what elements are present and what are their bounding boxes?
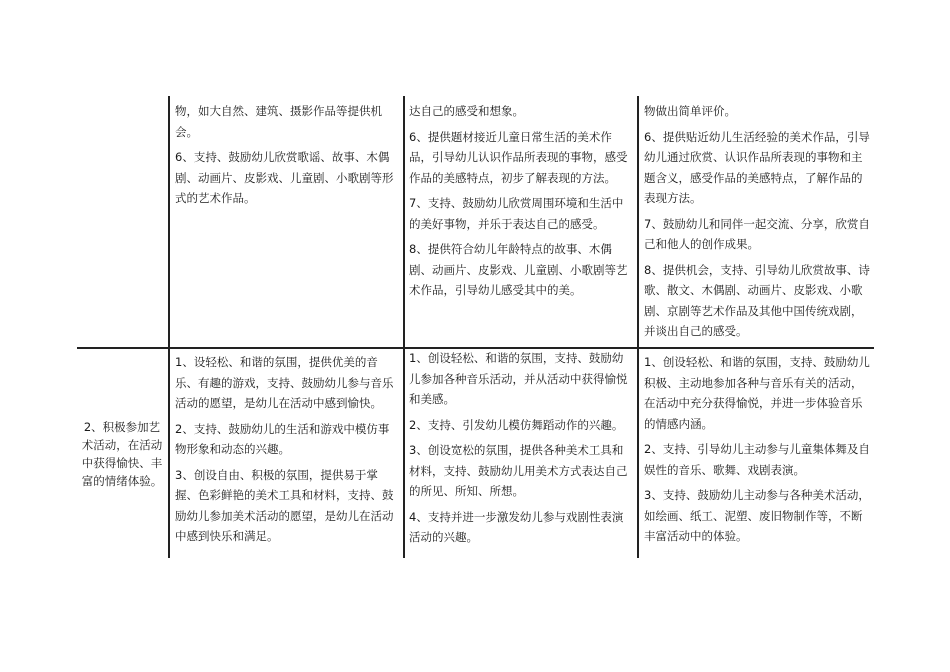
top-row-col1-cell (175, 101, 397, 214)
paragraph: 3、创设自由、积极的氛围，提供易于掌握、色彩鲜艳的美术工具和材料，支持、鼓励幼儿参加美术活动的愿望，是幼儿在活动中感到快乐和满足。 (175, 467, 394, 543)
paragraph: 6、提供贴近幼儿生活经验的美术作品，引导幼儿通过欣赏、认识作品所表现的事物和主题含义，感受作品的美感特点，了解作品的表现方法。 (644, 129, 870, 205)
column-divider-2 (403, 96, 405, 558)
paragraph: 3、支持、鼓励幼儿主动参与各种美术活动，如绘画、纸工、泥塑、废旧物制作等，不断丰富活动中的体验。 (644, 488, 870, 543)
column-divider-1 (168, 96, 170, 558)
paragraph: 8、提供符合幼儿年龄特点的故事、木偶剧、动画片、皮影戏、儿童剧、小歌剧等艺术作品，引导幼儿感受其中的美。 (409, 242, 628, 297)
paragraph: 4、支持并进一步激发幼儿参与戏剧性表演活动的兴趣。 (409, 509, 624, 544)
paragraph: 8、提供机会，支持、引导幼儿欣赏故事、诗歌、散文、木偶剧、动画片、皮影戏、小歌剧、京剧等艺术作品及其他中国传统戏剧，并谈出自己的感受。 (644, 262, 870, 338)
paragraph: 1、设轻松、和谐的氛围，提供优美的音乐、有趣的游戏，支持、鼓励幼儿参与音乐活动的愿望，是幼儿在活动中感到愉快。 (175, 355, 394, 410)
top-row-col2-cell (409, 101, 633, 306)
bottom-row-col2-cell (409, 348, 633, 553)
paragraph: 物做出简单评价。 (644, 104, 736, 118)
paragraph: 达自己的感受和想象。 (409, 104, 524, 118)
paragraph: 1、创设轻松、和谐的氛围，支持、鼓励幼儿积极、主动地参加各种与音乐有关的活动，在活动中充分获得愉悦，并进一步体验音乐的情感内涵。 (644, 355, 870, 431)
bottom-row-col3-cell (644, 352, 872, 552)
paragraph: 3、创设宽松的氛围，提供各种美术工具和材料，支持、鼓励幼儿用美术方式表达自己的所见、所知、所想。 (409, 443, 628, 498)
paragraph: 2、支持、引发幼儿模仿舞蹈动作的兴趣。 (409, 417, 624, 432)
paragraph: 7、支持、鼓励幼儿欣赏周围环境和生活中的美好事物，并乐于表达自己的感受。 (409, 196, 624, 231)
paragraph: 1、创设轻松、和谐的氛围，支持、鼓励幼儿参加各种音乐活动，并从活动中获得愉悦和美感。 (409, 351, 628, 406)
paragraph: 6、支持、鼓励幼儿欣赏歌谣、故事、木偶剧、动画片、皮影戏、儿童剧、小歌剧等形式的艺术作品。 (175, 150, 394, 205)
top-row-col3-cell (644, 101, 872, 347)
column-divider-3 (637, 96, 639, 558)
goal-text: 2、积极参加艺术活动，在活动中获得愉快、丰富的情绪体验。 (81, 420, 163, 488)
paragraph: 2、支持、引导幼儿主动参与儿童集体舞及自娱性的音乐、歌舞、戏剧表演。 (644, 442, 870, 477)
paragraph: 7、鼓励幼儿和同伴一起交流、分享，欣赏自己和他人的创作成果。 (644, 216, 870, 251)
paragraph: 6、提供题材接近儿童日常生活的美术作品，引导幼儿认识作品所表现的事物，感受作品的美感特点，初步了解表现的方法。 (409, 129, 628, 185)
goal-cell (80, 418, 164, 490)
bottom-row-col1-cell (175, 352, 397, 552)
paragraph: 2、支持、鼓励幼儿的生活和游戏中模仿事物形象和动态的兴趣。 (175, 421, 390, 456)
paragraph: 物，如大自然、建筑、摄影作品等提供机会。 (175, 104, 382, 139)
